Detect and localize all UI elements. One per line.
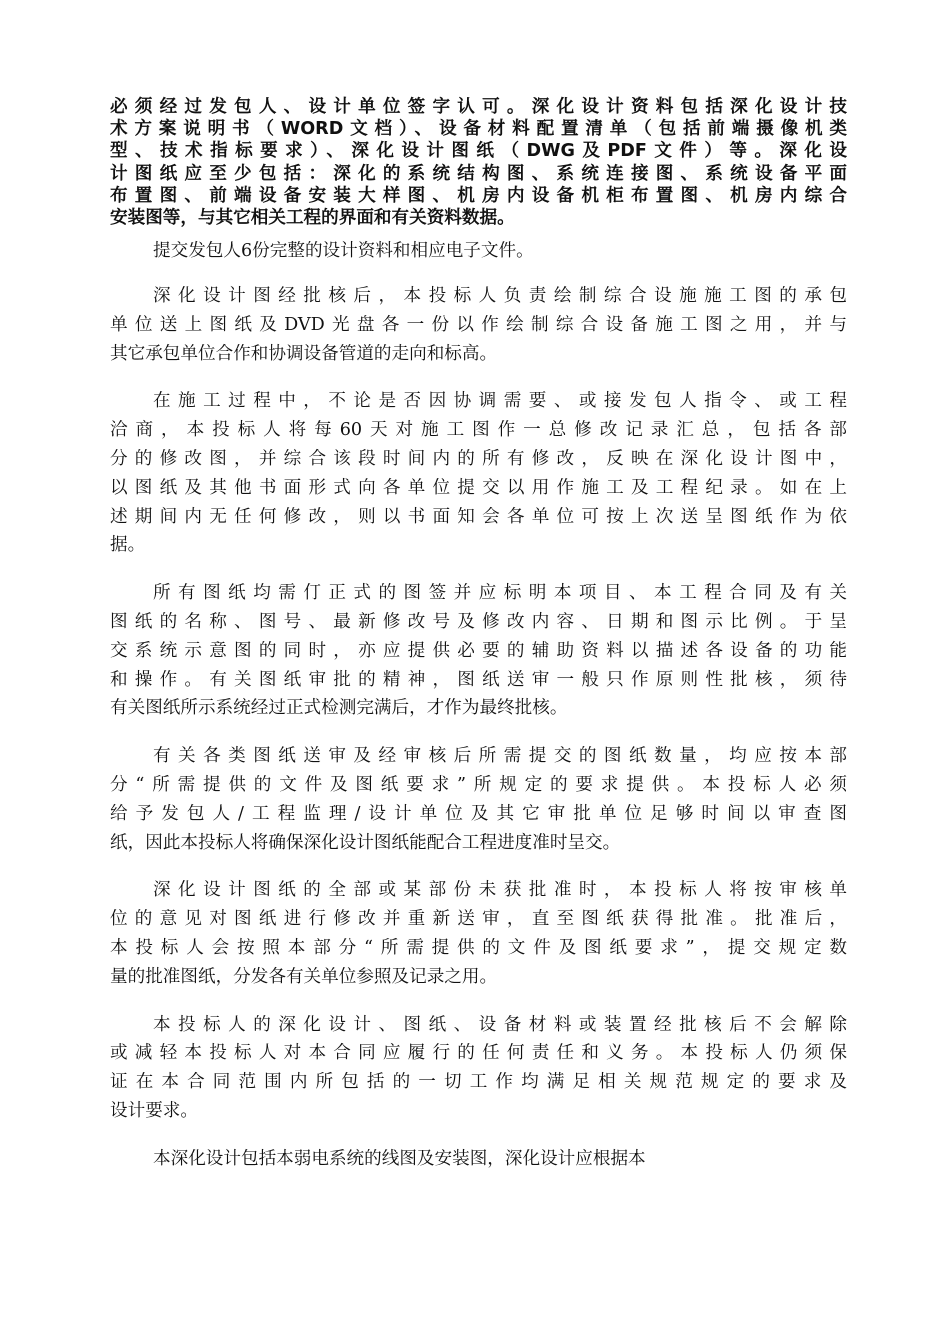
text-line: 分的修改图，并综合该段时间内的所有修改，反映在深化设计图中，: [110, 449, 847, 469]
paragraph: [110, 579, 847, 723]
paragraph: [110, 876, 847, 991]
document-page: [110, 96, 847, 1193]
text-line: 有关各类图纸送审及经审核后所需提交的图纸数量，均应按本部: [153, 746, 847, 767]
paragraph: [110, 1145, 847, 1174]
text-line: 证在本合同范围内所包括的一切工作均满足相关规范规定的要求及: [110, 1072, 847, 1093]
text-line: 所有图纸均需仃正式的图签并应标明本项目、本工程合同及有关: [153, 583, 847, 604]
text-line: 必须经过发包人、设计单位签字认可。深化设计资料包括深化设计技: [110, 97, 847, 117]
paragraph: [110, 1011, 847, 1126]
text-line: 本投标人的深化设计、图纸、设备材料或装置经批核后不会解除: [153, 1014, 847, 1035]
text-line: 在施工过程中，不论是否因协调需要、或接发包人指令、或工程: [153, 391, 847, 412]
paragraph: [110, 282, 847, 368]
text-line: 和操作。有关图纸审批的精神，图纸送审一般只作原则性批核，须待: [110, 669, 847, 690]
text-line: 术方案说明书（WORD文档）、设备材料配置清单（包括前端摄像机类: [110, 119, 847, 140]
text-line: 安装图等，与其它相关工程的界面和有关资料数据。: [110, 208, 515, 229]
text-line: 单位送上图纸及DVD光盘各一份以作绘制综合设备施工图之用，并与: [110, 314, 847, 335]
text-line: 提交发包人6份完整的设计资料和相应电子文件。: [153, 241, 534, 262]
text-line: 计图纸应至少包括：深化的系统结构图、系统连接图、系统设备平面: [110, 163, 847, 184]
text-line: 深化设计图纸的全部或某部份未获批准时，本投标人将按审核单: [153, 880, 847, 901]
text-line: 以图纸及其他书面形式向各单位提交以用作施工及工程纪录。如在上: [110, 477, 847, 498]
text-line: 其它承包单位合作和协调设备管道的走向和标高。: [110, 343, 498, 364]
text-line: 洽商，本投标人将每60天对施工图作一总修改记录汇总，包括各部: [110, 420, 847, 441]
paragraph: [110, 387, 847, 560]
text-line: 图纸的名称、图号、最新修改号及修改内容、日期和图示比例。于呈: [110, 611, 847, 632]
text-line: 据。: [110, 535, 146, 556]
text-line: 给予发包人/工程监理/设计单位及其它审批单位足够时间以审查图: [110, 803, 847, 824]
text-line: 分“所需提供的文件及图纸要求”所规定的要求提供。本投标人必须: [110, 774, 847, 795]
text-line: 设计要求。: [110, 1100, 198, 1121]
text-line: 本投标人会按照本部分“所需提供的文件及图纸要求”，提交规定数: [110, 937, 847, 958]
text-line: 或减轻本投标人对本合同应履行的任何责任和义务。本投标人仍须保: [110, 1043, 847, 1064]
bold-intro-block: [110, 96, 847, 229]
text-line: 述期间内无任何修改，则以书面知会各单位可按上次送呈图纸作为依: [110, 506, 847, 527]
text-line: 布置图、前端设备安装大样图、机房内设备机柜布置图、机房内综合: [110, 185, 847, 206]
text-line: 型、技术指标要求）、深化设计图纸（DWG及PDF文件）等。深化设: [110, 141, 847, 162]
paragraph: [110, 237, 847, 266]
text-line: 深化设计图经批核后，本投标人负责绘制综合设施施工图的承包: [153, 286, 847, 307]
text-line: 本深化设计包括本弱电系统的线图及安装图，深化设计应根据本: [153, 1148, 646, 1169]
paragraph: [110, 742, 847, 857]
text-line: 纸，因此本投标人将确保深化设计图纸能配合工程进度准时呈交。: [110, 832, 621, 853]
text-line: 量的批准图纸，分发各有关单位参照及记录之用。: [110, 966, 498, 987]
text-line: 有关图纸所示系统经过正式检测完满后，才作为最终批核。: [110, 698, 568, 719]
text-line: 交系统示意图的同时，亦应提供必要的辅助资料以描述各设备的功能: [110, 640, 847, 661]
text-line: 位的意见对图纸进行修改并重新送审，直至图纸获得批准。批准后，: [110, 909, 847, 930]
